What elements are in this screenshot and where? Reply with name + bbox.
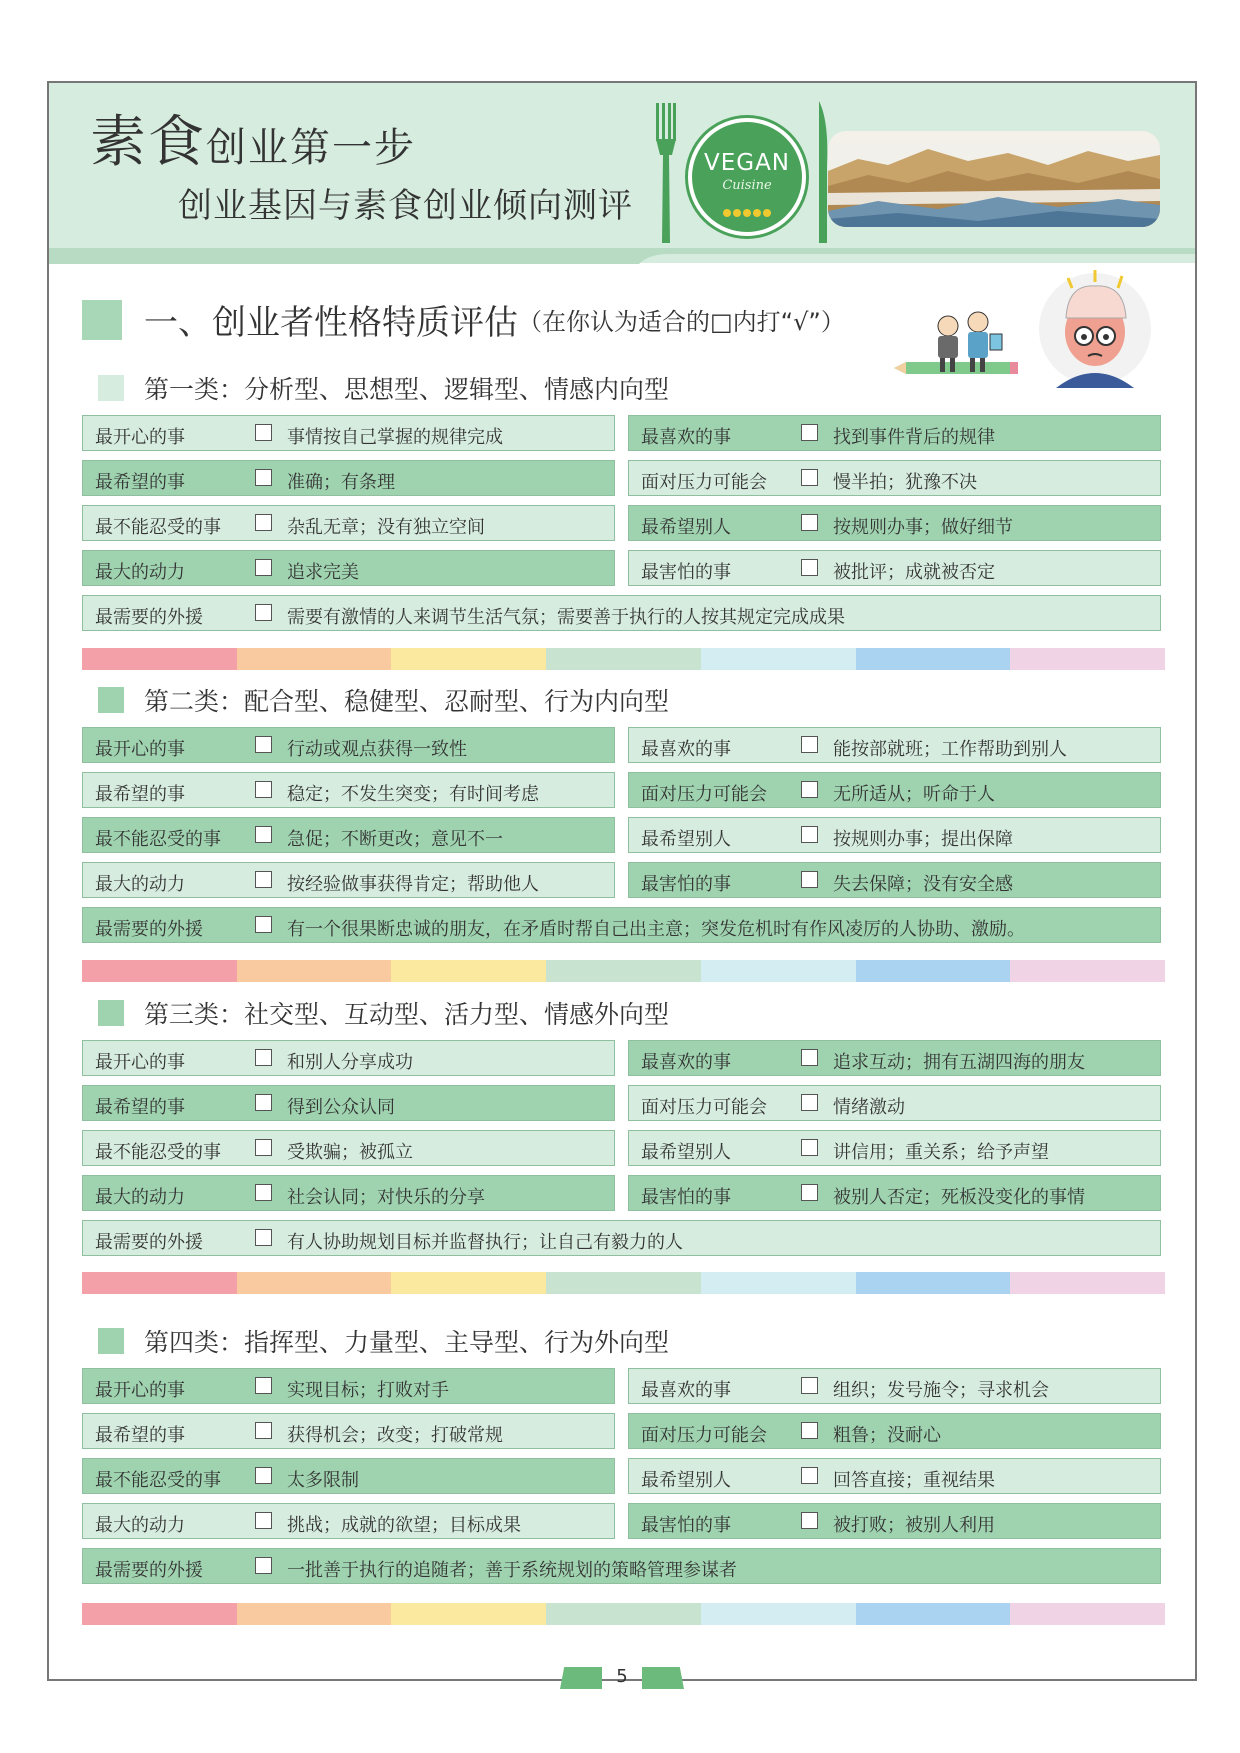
category-title: 第一类：分析型、思想型、逻辑型、情感内向型	[144, 375, 670, 404]
page-number-left-tab	[560, 1667, 602, 1689]
item-option: 杂乱无章；没有独立空间	[287, 517, 485, 538]
item-label: 最开心的事	[95, 739, 185, 760]
rainbow-segment	[237, 1272, 392, 1294]
checkbox[interactable]	[801, 469, 818, 486]
checkbox[interactable]	[255, 514, 272, 531]
question-cell-full	[82, 1220, 1161, 1256]
rainbow-segment	[82, 960, 237, 982]
item-label: 最大的动力	[95, 874, 185, 895]
rainbow-segment	[1010, 1272, 1165, 1294]
item-label: 最大的动力	[95, 1187, 185, 1208]
question-cell-left	[82, 1040, 615, 1076]
category-marker	[98, 1328, 124, 1354]
checkbox[interactable]	[255, 1557, 272, 1574]
item-option: 组织；发号施令；寻求机会	[833, 1380, 1049, 1401]
question-cell-right	[628, 727, 1161, 763]
question-cell-right	[628, 817, 1161, 853]
checkbox[interactable]	[255, 1094, 272, 1111]
item-option: 需要有激情的人来调节生活气氛；需要善于执行的人按其规定完成成果	[287, 607, 845, 628]
item-option: 得到公众认同	[287, 1097, 395, 1118]
logo-dots	[723, 202, 773, 221]
checkbox[interactable]	[255, 559, 272, 576]
checkbox[interactable]	[255, 1139, 272, 1156]
question-cell-left	[82, 772, 615, 808]
question-cell-left	[82, 1413, 615, 1449]
checkbox[interactable]	[255, 1184, 272, 1201]
item-option: 慢半拍；犹豫不决	[833, 472, 977, 493]
item-label: 最需要的外援	[95, 919, 203, 940]
item-label: 最希望的事	[95, 472, 185, 493]
category-heading	[98, 1323, 669, 1359]
category-title: 第三类：社交型、互动型、活力型、情感外向型	[144, 1000, 670, 1029]
page-number: 5	[616, 1666, 628, 1687]
item-option: 受欺骗；被孤立	[287, 1142, 413, 1163]
checkbox[interactable]	[801, 781, 818, 798]
item-label: 最不能忍受的事	[95, 1142, 221, 1163]
rainbow-segment	[237, 1603, 392, 1625]
item-option: 一批善于执行的追随者；善于系统规划的策略管理参谋者	[287, 1560, 737, 1581]
checkbox[interactable]	[255, 781, 272, 798]
checkbox[interactable]	[255, 916, 272, 933]
checkbox[interactable]	[801, 1467, 818, 1484]
question-cell-right	[628, 550, 1161, 586]
checkbox[interactable]	[255, 1512, 272, 1529]
rainbow-segment	[701, 648, 856, 670]
checkbox[interactable]	[255, 1377, 272, 1394]
item-label: 最喜欢的事	[641, 427, 731, 448]
item-option: 被批评；成就被否定	[833, 562, 995, 583]
question-cell-left	[82, 1368, 615, 1404]
vegan-cuisine-logo: VEGAN Cuisine	[688, 118, 806, 236]
item-label: 面对压力可能会	[641, 1425, 767, 1446]
item-label: 最不能忍受的事	[95, 829, 221, 850]
item-label: 最希望的事	[95, 1425, 185, 1446]
rainbow-divider	[82, 648, 1165, 670]
checkbox[interactable]	[801, 1139, 818, 1156]
item-label: 最害怕的事	[641, 1515, 731, 1536]
category-heading	[98, 370, 669, 406]
item-label: 最不能忍受的事	[95, 517, 221, 538]
checkbox[interactable]	[801, 826, 818, 843]
item-label: 最开心的事	[95, 1052, 185, 1073]
question-cell-right	[628, 1413, 1161, 1449]
question-cell-right	[628, 1458, 1161, 1494]
category-heading	[98, 995, 669, 1031]
checkbox[interactable]	[255, 1467, 272, 1484]
section-marker	[82, 300, 122, 340]
item-option: 行动或观点获得一致性	[287, 739, 467, 760]
item-option: 有一个很果断忠诚的朋友，在矛盾时帮自己出主意；突发危机时有作风凌厉的人协助、激励。	[287, 919, 1025, 940]
item-option: 找到事件背后的规律	[833, 427, 995, 448]
header-wave	[49, 248, 1195, 264]
question-cell-left	[82, 505, 615, 541]
page-title: 素食创业第一步	[90, 110, 416, 175]
rainbow-divider	[82, 1272, 1165, 1294]
question-cell-right	[628, 1175, 1161, 1211]
rainbow-segment	[856, 1272, 1011, 1294]
question-cell-left	[82, 550, 615, 586]
item-option: 有人协助规划目标并监督执行；让自己有毅力的人	[287, 1232, 683, 1253]
item-option: 和别人分享成功	[287, 1052, 413, 1073]
question-cell-left	[82, 1175, 615, 1211]
rainbow-segment	[701, 1272, 856, 1294]
rainbow-segment	[856, 960, 1011, 982]
page-subtitle: 创业基因与素食创业倾向测评	[178, 186, 633, 226]
item-option: 事情按自己掌握的规律完成	[287, 427, 503, 448]
question-cell-right	[628, 1130, 1161, 1166]
item-label: 最需要的外援	[95, 607, 203, 628]
item-label: 最害怕的事	[641, 1187, 731, 1208]
item-label: 最开心的事	[95, 1380, 185, 1401]
rainbow-segment	[546, 960, 701, 982]
item-label: 最喜欢的事	[641, 739, 731, 760]
item-label: 最希望别人	[641, 1142, 731, 1163]
question-cell-left	[82, 862, 615, 898]
section-heading: 一、创业者性格特质评估（在你认为适合的□内打“√”）	[82, 295, 845, 344]
checkbox[interactable]	[255, 736, 272, 753]
item-option: 情绪激动	[833, 1097, 905, 1118]
item-option: 无所适从；听命于人	[833, 784, 995, 805]
item-label: 最需要的外援	[95, 1232, 203, 1253]
item-option: 追求完美	[287, 562, 359, 583]
question-cell-full	[82, 595, 1161, 631]
item-option: 挑战；成就的欲望；目标成果	[287, 1515, 521, 1536]
rainbow-segment	[546, 648, 701, 670]
checkbox[interactable]	[801, 559, 818, 576]
rainbow-segment	[1010, 1603, 1165, 1625]
rainbow-segment	[856, 1603, 1011, 1625]
category-title: 第二类：配合型、稳健型、忍耐型、行为内向型	[144, 687, 670, 716]
category-title: 第四类：指挥型、力量型、主导型、行为外向型	[144, 1328, 670, 1357]
checkbox[interactable]	[801, 1422, 818, 1439]
checkbox[interactable]	[801, 424, 818, 441]
rainbow-segment	[82, 1603, 237, 1625]
category-marker	[98, 687, 124, 713]
rainbow-segment	[391, 1272, 546, 1294]
checkbox[interactable]	[255, 1049, 272, 1066]
checkbox[interactable]	[255, 604, 272, 621]
checkbox[interactable]	[801, 1184, 818, 1201]
item-label: 最需要的外援	[95, 1560, 203, 1581]
page-number-badge	[560, 1665, 684, 1691]
item-label: 面对压力可能会	[641, 472, 767, 493]
rainbow-divider	[82, 1603, 1165, 1625]
checkbox[interactable]	[801, 1512, 818, 1529]
rainbow-segment	[1010, 960, 1165, 982]
fork-icon	[655, 103, 677, 243]
rainbow-segment	[82, 1272, 237, 1294]
item-option: 稳定；不发生突变；有时间考虑	[287, 784, 539, 805]
checkbox[interactable]	[255, 1229, 272, 1246]
item-option: 粗鲁；没耐心	[833, 1425, 941, 1446]
rainbow-segment	[237, 648, 392, 670]
rainbow-segment	[237, 960, 392, 982]
checkbox[interactable]	[801, 1377, 818, 1394]
item-label: 最希望别人	[641, 1470, 731, 1491]
question-cell-full	[82, 1548, 1161, 1584]
kids-on-pencil-illustration	[892, 306, 1024, 386]
checkbox[interactable]	[255, 826, 272, 843]
question-cell-right	[628, 415, 1161, 451]
checkbox[interactable]	[255, 871, 272, 888]
item-option: 失去保障；没有安全感	[833, 874, 1013, 895]
checkbox[interactable]	[255, 1422, 272, 1439]
question-cell-right	[628, 1085, 1161, 1121]
item-label: 最希望的事	[95, 1097, 185, 1118]
question-cell-left	[82, 460, 615, 496]
item-option: 被打败；被别人利用	[833, 1515, 995, 1536]
rainbow-segment	[391, 960, 546, 982]
question-cell-right	[628, 862, 1161, 898]
item-option: 太多限制	[287, 1470, 359, 1491]
question-cell-right	[628, 1368, 1161, 1404]
item-option: 被别人否定；死板没变化的事情	[833, 1187, 1085, 1208]
item-option: 获得机会；改变；打破常规	[287, 1425, 503, 1446]
checkbox[interactable]	[801, 736, 818, 753]
item-label: 最不能忍受的事	[95, 1470, 221, 1491]
item-option: 追求互动；拥有五湖四海的朋友	[833, 1052, 1085, 1073]
item-option: 回答直接；重视结果	[833, 1470, 995, 1491]
rainbow-segment	[82, 648, 237, 670]
page-number-right-tab	[642, 1667, 684, 1689]
thinking-person-illustration	[1038, 270, 1152, 388]
rainbow-segment	[546, 1603, 701, 1625]
question-cell-right	[628, 1040, 1161, 1076]
category-marker	[98, 1000, 124, 1026]
checkbox[interactable]	[801, 1094, 818, 1111]
item-label: 最喜欢的事	[641, 1380, 731, 1401]
item-option: 按经验做事获得肯定；帮助他人	[287, 874, 539, 895]
item-label: 最害怕的事	[641, 562, 731, 583]
question-cell-left	[82, 1458, 615, 1494]
item-label: 最开心的事	[95, 427, 185, 448]
checkbox[interactable]	[801, 871, 818, 888]
item-label: 最希望别人	[641, 517, 731, 538]
item-label: 最喜欢的事	[641, 1052, 731, 1073]
question-cell-left	[82, 727, 615, 763]
rainbow-segment	[701, 960, 856, 982]
question-cell-left	[82, 1130, 615, 1166]
item-option: 讲信用；重关系；给予声望	[833, 1142, 1049, 1163]
item-label: 面对压力可能会	[641, 784, 767, 805]
rainbow-segment	[391, 648, 546, 670]
question-cell-left	[82, 1085, 615, 1121]
item-option: 急促；不断更改；意见不一	[287, 829, 503, 850]
item-label: 最大的动力	[95, 1515, 185, 1536]
item-option: 按规则办事；提出保障	[833, 829, 1013, 850]
item-label: 面对压力可能会	[641, 1097, 767, 1118]
item-label: 最害怕的事	[641, 874, 731, 895]
rainbow-segment	[1010, 648, 1165, 670]
question-cell-right	[628, 772, 1161, 808]
item-label: 最大的动力	[95, 562, 185, 583]
question-cell-left	[82, 415, 615, 451]
question-cell-right	[628, 505, 1161, 541]
question-cell-left	[82, 817, 615, 853]
item-label: 最希望别人	[641, 829, 731, 850]
item-option: 能按部就班；工作帮助到别人	[833, 739, 1067, 760]
checkbox[interactable]	[801, 514, 818, 531]
category-heading	[98, 682, 669, 718]
rainbow-segment	[856, 648, 1011, 670]
rainbow-segment	[701, 1603, 856, 1625]
item-option: 实现目标；打败对手	[287, 1380, 449, 1401]
rainbow-divider	[82, 960, 1165, 982]
item-option: 准确；有条理	[287, 472, 395, 493]
question-cell-full	[82, 907, 1161, 943]
rainbow-segment	[546, 1272, 701, 1294]
question-cell-left	[82, 1503, 615, 1539]
question-cell-right	[628, 1503, 1161, 1539]
checkbox[interactable]	[255, 469, 272, 486]
item-option: 按规则办事；做好细节	[833, 517, 1013, 538]
checkbox[interactable]	[255, 424, 272, 441]
rainbow-segment	[391, 1603, 546, 1625]
item-option: 社会认同；对快乐的分享	[287, 1187, 485, 1208]
checkbox[interactable]	[801, 1049, 818, 1066]
question-cell-right	[628, 460, 1161, 496]
item-label: 最希望的事	[95, 784, 185, 805]
mountain-landscape-image	[828, 131, 1160, 227]
category-marker	[98, 375, 124, 401]
